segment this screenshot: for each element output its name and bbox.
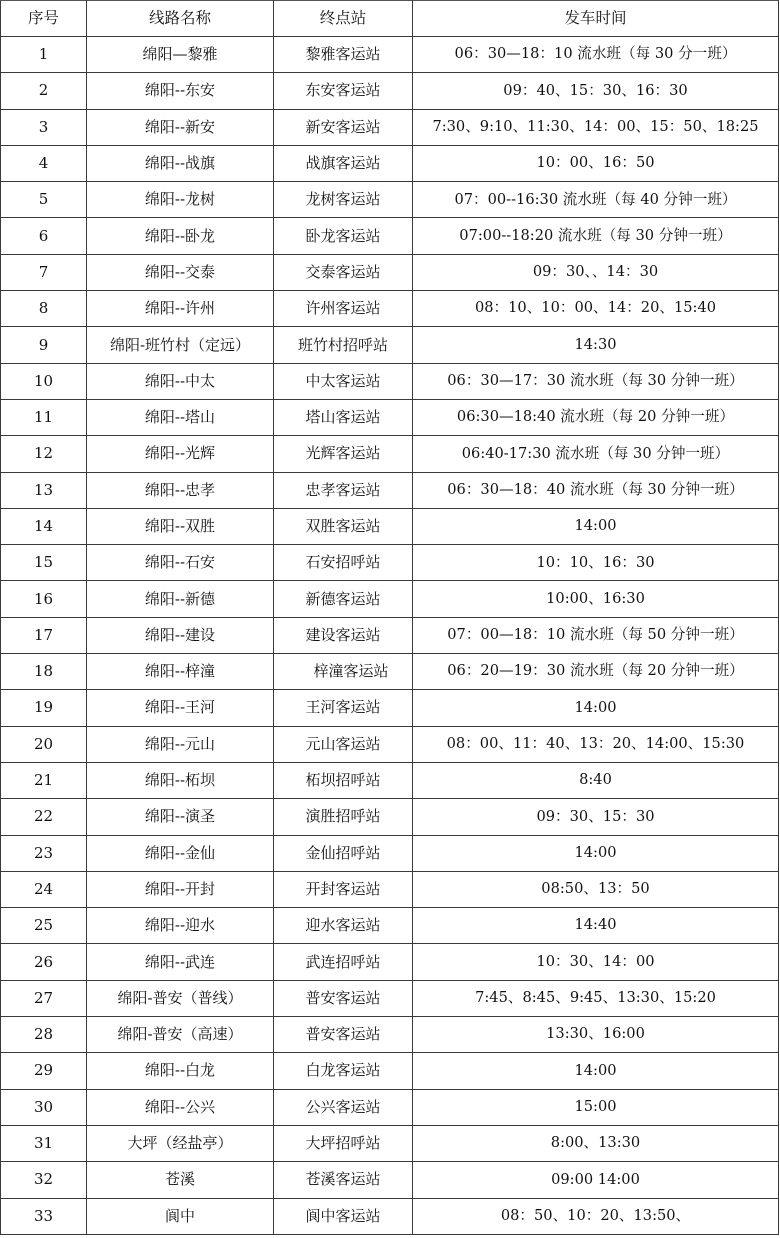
cell-no: 22 bbox=[1, 799, 87, 835]
cell-no: 33 bbox=[1, 1198, 87, 1234]
cell-no: 12 bbox=[1, 436, 87, 472]
cell-departure: 06:30—18:40 流水班（每 20 分钟一班） bbox=[413, 399, 779, 435]
table-row bbox=[1, 980, 779, 1016]
cell-terminal: 石安招呼站 bbox=[274, 545, 413, 581]
cell-no: 3 bbox=[1, 109, 87, 145]
cell-no: 10 bbox=[1, 363, 87, 399]
cell-terminal: 王河客运站 bbox=[274, 690, 413, 726]
table-row bbox=[1, 944, 779, 980]
cell-route: 绵阳--石安 bbox=[87, 545, 274, 581]
table-row bbox=[1, 109, 779, 145]
cell-route: 绵阳—黎雅 bbox=[87, 37, 274, 73]
table-row bbox=[1, 73, 779, 109]
cell-terminal: 金仙招呼站 bbox=[274, 835, 413, 871]
cell-departure: 07:00--18:20 流水班（每 30 分钟一班） bbox=[413, 218, 779, 254]
cell-no: 9 bbox=[1, 327, 87, 363]
table-row bbox=[1, 1125, 779, 1161]
cell-route: 绵阳--演圣 bbox=[87, 799, 274, 835]
cell-terminal: 班竹村招呼站 bbox=[274, 327, 413, 363]
table-row bbox=[1, 908, 779, 944]
cell-departure: 08：00、11：40、13：20、14:00、15:30 bbox=[413, 726, 779, 762]
cell-departure: 14:00 bbox=[413, 508, 779, 544]
cell-no: 19 bbox=[1, 690, 87, 726]
cell-terminal: 大坪招呼站 bbox=[274, 1125, 413, 1161]
cell-no: 21 bbox=[1, 762, 87, 798]
cell-terminal: 中太客运站 bbox=[274, 363, 413, 399]
table-row bbox=[1, 690, 779, 726]
cell-terminal: 龙树客运站 bbox=[274, 182, 413, 218]
cell-no: 4 bbox=[1, 145, 87, 181]
cell-departure: 09:00 14:00 bbox=[413, 1162, 779, 1198]
cell-route: 绵阳--开封 bbox=[87, 871, 274, 907]
cell-no: 5 bbox=[1, 182, 87, 218]
cell-departure: 06:40-17:30 流水班（每 30 分钟一班） bbox=[413, 436, 779, 472]
table-row bbox=[1, 145, 779, 181]
cell-terminal: 交泰客运站 bbox=[274, 254, 413, 290]
cell-departure: 10:00、16:30 bbox=[413, 581, 779, 617]
cell-no: 2 bbox=[1, 73, 87, 109]
cell-no: 1 bbox=[1, 37, 87, 73]
cell-departure: 10：10、16：30 bbox=[413, 545, 779, 581]
cell-no: 17 bbox=[1, 617, 87, 653]
table-row bbox=[1, 1162, 779, 1198]
table-row bbox=[1, 363, 779, 399]
cell-departure: 10：00、16：50 bbox=[413, 145, 779, 181]
table-row bbox=[1, 581, 779, 617]
table-row bbox=[1, 1017, 779, 1053]
cell-terminal: 新德客运站 bbox=[274, 581, 413, 617]
cell-departure: 07：00—18：10 流水班（每 50 分钟一班） bbox=[413, 617, 779, 653]
cell-terminal: 武连招呼站 bbox=[274, 944, 413, 980]
cell-route: 绵阳--金仙 bbox=[87, 835, 274, 871]
table-row bbox=[1, 762, 779, 798]
table-row bbox=[1, 182, 779, 218]
header-row bbox=[1, 1, 779, 37]
cell-route: 绵阳--元山 bbox=[87, 726, 274, 762]
cell-terminal: 元山客运站 bbox=[274, 726, 413, 762]
table-body bbox=[1, 37, 779, 1235]
cell-no: 11 bbox=[1, 399, 87, 435]
cell-terminal: 卧龙客运站 bbox=[274, 218, 413, 254]
table-row bbox=[1, 1089, 779, 1125]
cell-route: 绵阳--中太 bbox=[87, 363, 274, 399]
cell-terminal: 塔山客运站 bbox=[274, 399, 413, 435]
cell-departure: 14:30 bbox=[413, 327, 779, 363]
cell-terminal: 阆中客运站 bbox=[274, 1198, 413, 1234]
cell-terminal: 忠孝客运站 bbox=[274, 472, 413, 508]
header-terminal: 终点站 bbox=[274, 1, 413, 37]
cell-route: 绵阳--东安 bbox=[87, 73, 274, 109]
cell-no: 8 bbox=[1, 291, 87, 327]
cell-route: 绵阳--光辉 bbox=[87, 436, 274, 472]
table-row bbox=[1, 254, 779, 290]
cell-departure: 10：30、14：00 bbox=[413, 944, 779, 980]
cell-route: 绵阳--柘坝 bbox=[87, 762, 274, 798]
table-row bbox=[1, 327, 779, 363]
cell-departure: 06：20—19：30 流水班（每 20 分钟一班） bbox=[413, 654, 779, 690]
cell-route: 绵阳--忠孝 bbox=[87, 472, 274, 508]
cell-departure: 08：50、10：20、13:50、 bbox=[413, 1198, 779, 1234]
cell-departure: 14:40 bbox=[413, 908, 779, 944]
cell-departure: 06：30—18：10 流水班（每 30 分一班） bbox=[413, 37, 779, 73]
cell-route: 绵阳--新德 bbox=[87, 581, 274, 617]
cell-route: 绵阳--许州 bbox=[87, 291, 274, 327]
cell-route: 绵阳--公兴 bbox=[87, 1089, 274, 1125]
cell-terminal: 光辉客运站 bbox=[274, 436, 413, 472]
table-row bbox=[1, 37, 779, 73]
cell-departure: 07：00--16:30 流水班（每 40 分钟一班） bbox=[413, 182, 779, 218]
cell-no: 29 bbox=[1, 1053, 87, 1089]
table-row bbox=[1, 545, 779, 581]
table-row bbox=[1, 399, 779, 435]
table-row bbox=[1, 291, 779, 327]
table-row bbox=[1, 726, 779, 762]
cell-no: 13 bbox=[1, 472, 87, 508]
table-row bbox=[1, 654, 779, 690]
cell-terminal: 开封客运站 bbox=[274, 871, 413, 907]
cell-terminal: 普安客运站 bbox=[274, 980, 413, 1016]
cell-terminal: 苍溪客运站 bbox=[274, 1162, 413, 1198]
cell-terminal: 柘坝招呼站 bbox=[274, 762, 413, 798]
table-row bbox=[1, 1053, 779, 1089]
cell-route: 大坪（经盐亭） bbox=[87, 1125, 274, 1161]
cell-terminal: 双胜客运站 bbox=[274, 508, 413, 544]
cell-terminal: 梓潼客运站 bbox=[274, 654, 413, 690]
table-row bbox=[1, 871, 779, 907]
table-row bbox=[1, 799, 779, 835]
cell-no: 25 bbox=[1, 908, 87, 944]
header-no: 序号 bbox=[1, 1, 87, 37]
cell-no: 7 bbox=[1, 254, 87, 290]
cell-route: 绵阳--武连 bbox=[87, 944, 274, 980]
cell-terminal: 白龙客运站 bbox=[274, 1053, 413, 1089]
cell-route: 绵阳--双胜 bbox=[87, 508, 274, 544]
cell-no: 26 bbox=[1, 944, 87, 980]
cell-no: 30 bbox=[1, 1089, 87, 1125]
cell-terminal: 新安客运站 bbox=[274, 109, 413, 145]
cell-route: 绵阳--梓潼 bbox=[87, 654, 274, 690]
cell-no: 6 bbox=[1, 218, 87, 254]
cell-no: 28 bbox=[1, 1017, 87, 1053]
cell-departure: 09：30、15：30 bbox=[413, 799, 779, 835]
table-row bbox=[1, 835, 779, 871]
cell-route: 绵阳--战旗 bbox=[87, 145, 274, 181]
cell-terminal: 建设客运站 bbox=[274, 617, 413, 653]
cell-departure: 14:00 bbox=[413, 835, 779, 871]
table-row bbox=[1, 436, 779, 472]
cell-terminal: 许州客运站 bbox=[274, 291, 413, 327]
header-departure: 发车时间 bbox=[413, 1, 779, 37]
cell-route: 绵阳--王河 bbox=[87, 690, 274, 726]
cell-route: 苍溪 bbox=[87, 1162, 274, 1198]
cell-no: 14 bbox=[1, 508, 87, 544]
cell-terminal: 迎水客运站 bbox=[274, 908, 413, 944]
cell-route: 绵阳-普安（高速） bbox=[87, 1017, 274, 1053]
cell-no: 27 bbox=[1, 980, 87, 1016]
cell-route: 绵阳--卧龙 bbox=[87, 218, 274, 254]
cell-departure: 06：30—18：40 流水班（每 30 分钟一班） bbox=[413, 472, 779, 508]
cell-terminal: 战旗客运站 bbox=[274, 145, 413, 181]
table-row bbox=[1, 617, 779, 653]
cell-terminal: 东安客运站 bbox=[274, 73, 413, 109]
cell-route: 绵阳--迎水 bbox=[87, 908, 274, 944]
cell-no: 15 bbox=[1, 545, 87, 581]
cell-departure: 14:00 bbox=[413, 690, 779, 726]
cell-no: 32 bbox=[1, 1162, 87, 1198]
cell-departure: 14:00 bbox=[413, 1053, 779, 1089]
cell-departure: 08:50、13：50 bbox=[413, 871, 779, 907]
cell-departure: 08：10、10：00、14：20、15:40 bbox=[413, 291, 779, 327]
cell-departure: 8:40 bbox=[413, 762, 779, 798]
cell-route: 绵阳--交泰 bbox=[87, 254, 274, 290]
cell-route: 绵阳--白龙 bbox=[87, 1053, 274, 1089]
table-row bbox=[1, 1198, 779, 1234]
cell-terminal: 公兴客运站 bbox=[274, 1089, 413, 1125]
cell-route: 绵阳--塔山 bbox=[87, 399, 274, 435]
cell-no: 24 bbox=[1, 871, 87, 907]
cell-no: 16 bbox=[1, 581, 87, 617]
cell-no: 31 bbox=[1, 1125, 87, 1161]
cell-route: 绵阳--龙树 bbox=[87, 182, 274, 218]
cell-route: 绵阳-班竹村（定远） bbox=[87, 327, 274, 363]
cell-departure: 15:00 bbox=[413, 1089, 779, 1125]
cell-route: 阆中 bbox=[87, 1198, 274, 1234]
cell-terminal: 普安客运站 bbox=[274, 1017, 413, 1053]
cell-departure: 7:45、8:45、9:45、13:30、15:20 bbox=[413, 980, 779, 1016]
table-row bbox=[1, 472, 779, 508]
cell-route: 绵阳-普安（普线） bbox=[87, 980, 274, 1016]
cell-terminal: 演胜招呼站 bbox=[274, 799, 413, 835]
table-row bbox=[1, 218, 779, 254]
cell-departure: 09：30、、14：30 bbox=[413, 254, 779, 290]
cell-departure: 8:00、13:30 bbox=[413, 1125, 779, 1161]
cell-no: 20 bbox=[1, 726, 87, 762]
cell-terminal: 黎雅客运站 bbox=[274, 37, 413, 73]
header-route: 线路名称 bbox=[87, 1, 274, 37]
cell-departure: 13:30、16:00 bbox=[413, 1017, 779, 1053]
cell-departure: 7:30、9:10、11:30、14：00、15：50、18:25 bbox=[413, 109, 779, 145]
cell-route: 绵阳--建设 bbox=[87, 617, 274, 653]
cell-departure: 09：40、15：30、16：30 bbox=[413, 73, 779, 109]
cell-no: 23 bbox=[1, 835, 87, 871]
cell-no: 18 bbox=[1, 654, 87, 690]
cell-route: 绵阳--新安 bbox=[87, 109, 274, 145]
table-row bbox=[1, 508, 779, 544]
cell-departure: 06：30—17：30 流水班（每 30 分钟一班） bbox=[413, 363, 779, 399]
